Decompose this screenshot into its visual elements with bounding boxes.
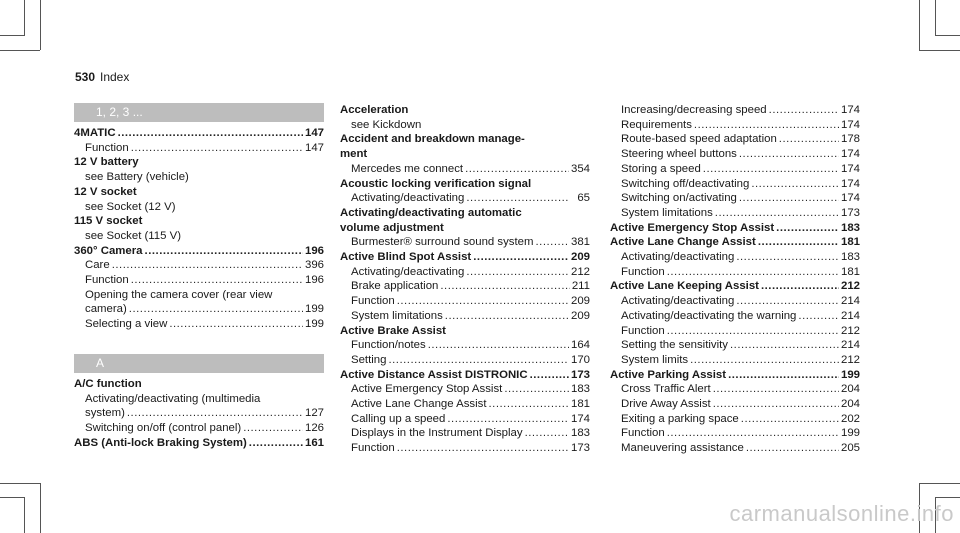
index-heading: 12 V battery <box>74 156 139 169</box>
index-entry <box>340 382 590 397</box>
crop-mark <box>40 0 41 50</box>
leader-dots <box>736 294 839 309</box>
page-reference: 126 <box>304 421 324 434</box>
crop-mark <box>935 35 960 36</box>
page-reference: 65 <box>577 192 590 205</box>
leader-dots <box>751 177 839 192</box>
crop-mark <box>24 0 25 36</box>
leader-dots <box>428 338 569 353</box>
leader-dots <box>131 141 303 156</box>
index-subentry: see Socket (12 V) <box>85 200 176 213</box>
leader-dots <box>112 258 303 273</box>
index-heading: 12 V socket <box>74 185 137 198</box>
index-entry <box>340 338 590 353</box>
watermark: carmanualsonline.info <box>729 501 954 526</box>
leader-dots <box>388 353 569 368</box>
entry-label: Maneuvering assistance <box>621 442 744 455</box>
leader-dots <box>730 338 839 353</box>
entry-label: Switching on/off (control panel) <box>85 421 242 434</box>
entry-label: Active Emergency Stop Assist <box>610 221 775 234</box>
index-entry <box>610 177 860 192</box>
page-reference: 161 <box>304 436 324 449</box>
page-reference: 196 <box>304 244 324 257</box>
leader-dots <box>440 279 569 294</box>
index-entry <box>340 279 590 294</box>
leader-dots <box>667 426 839 441</box>
index-block <box>74 126 324 332</box>
leader-dots <box>536 235 569 250</box>
crop-mark <box>0 50 40 51</box>
index-entry <box>610 353 860 368</box>
index-entry <box>340 426 590 441</box>
index-entry <box>74 126 324 141</box>
index-entry <box>74 317 324 332</box>
page-reference: 381 <box>570 236 590 249</box>
page-reference: 396 <box>304 259 324 272</box>
index-entry <box>74 436 324 451</box>
crop-mark <box>40 483 41 533</box>
page-reference: 214 <box>840 309 860 322</box>
index-heading: 115 V socket <box>74 215 143 228</box>
leader-dots <box>798 309 839 324</box>
leader-dots <box>466 265 569 280</box>
index-entry <box>340 250 590 265</box>
leader-dots <box>397 294 569 309</box>
entry-label: Brake application <box>351 280 439 293</box>
page-reference: 183 <box>570 383 590 396</box>
index-subentry: see Battery (vehicle) <box>85 171 189 184</box>
page-reference: 204 <box>840 398 860 411</box>
crop-mark <box>935 0 936 36</box>
index-entry <box>610 382 860 397</box>
leader-dots <box>667 265 839 280</box>
leader-dots <box>758 235 839 250</box>
leader-dots <box>525 426 569 441</box>
leader-dots <box>769 103 839 118</box>
section-bar-a: A <box>74 354 324 373</box>
index-entry <box>610 206 860 221</box>
index-entry <box>610 118 860 133</box>
entry-label: System limitations <box>621 206 713 219</box>
index-entry <box>74 421 324 436</box>
index-entry <box>610 309 860 324</box>
index-entry <box>610 426 860 441</box>
entry-label: Function <box>85 141 129 154</box>
page-reference: 214 <box>840 339 860 352</box>
entry-label: Function <box>351 295 395 308</box>
leader-dots <box>504 382 569 397</box>
leader-dots <box>466 191 570 206</box>
page-reference: 196 <box>304 274 324 287</box>
page-reference: 205 <box>840 442 860 455</box>
index-entry <box>610 338 860 353</box>
page-reference: 170 <box>570 353 590 366</box>
index-entry <box>74 273 324 288</box>
entry-label: Function <box>351 442 395 455</box>
index-entry <box>610 279 860 294</box>
entry-label: Switching on/activating <box>621 192 737 205</box>
index-entry <box>340 162 590 177</box>
page-reference: 174 <box>840 148 860 161</box>
leader-dots <box>739 191 839 206</box>
index-entry <box>610 265 860 280</box>
index-entry <box>610 221 860 236</box>
entry-label: Mercedes me connect <box>351 162 464 175</box>
leader-dots <box>690 353 839 368</box>
page-reference: 204 <box>840 383 860 396</box>
page-reference: 174 <box>840 192 860 205</box>
index-entry <box>340 191 590 206</box>
page-reference: 147 <box>304 141 324 154</box>
page-reference: 181 <box>840 265 860 278</box>
crop-mark <box>935 497 960 498</box>
entry-label: Active Blind Spot Assist <box>340 251 472 264</box>
entry-label: Displays in the Instrument Display <box>351 427 523 440</box>
crop-mark <box>0 35 25 36</box>
index-heading: Activating/deactivating automatic <box>340 206 522 219</box>
index-entry <box>340 353 590 368</box>
leader-dots <box>169 317 303 332</box>
index-entry <box>74 244 324 259</box>
page-reference: 211 <box>571 280 590 293</box>
index-entry <box>610 368 860 383</box>
entry-label: Function <box>621 324 665 337</box>
index-entry <box>340 412 590 427</box>
crop-mark <box>919 483 960 484</box>
index-entry <box>610 294 860 309</box>
leader-dots <box>489 397 569 412</box>
leader-dots <box>694 118 839 133</box>
page-reference: 174 <box>840 104 860 116</box>
index-heading: Accident and breakdown manage- <box>340 133 525 146</box>
index-column-2 <box>340 103 590 456</box>
index-block <box>74 377 324 451</box>
entry-label: Activating/deactivating <box>351 192 465 205</box>
entry-label: Drive Away Assist <box>621 398 711 411</box>
page-reference: 214 <box>840 295 860 308</box>
page-reference: 183 <box>570 427 590 440</box>
entry-label: Increasing/decreasing speed <box>621 104 767 116</box>
entry-label: Selecting a view <box>85 318 168 331</box>
index-entry <box>610 162 860 177</box>
crop-mark <box>24 497 25 533</box>
page-reference: 181 <box>570 398 590 411</box>
index-subentry: Activating/deactivating (multimedia <box>85 392 261 405</box>
leader-dots <box>127 406 303 421</box>
leader-dots <box>465 162 569 177</box>
index-entry <box>340 294 590 309</box>
page-number: 530 <box>75 70 96 84</box>
index-entry <box>610 250 860 265</box>
leader-dots <box>118 126 303 141</box>
leader-dots <box>473 250 569 265</box>
leader-dots <box>728 368 839 383</box>
page-reference: 173 <box>840 206 860 219</box>
index-entry <box>610 103 860 118</box>
entry-label: Function/notes <box>351 339 426 352</box>
entry-label: Activating/deactivating <box>621 295 735 308</box>
entry-label: Cross Traffic Alert <box>621 383 711 396</box>
index-entry <box>610 235 860 250</box>
page-reference: 178 <box>840 133 860 146</box>
leader-dots <box>530 368 569 383</box>
entry-label: Active Lane Keeping Assist <box>610 280 759 293</box>
page-reference: 147 <box>304 127 324 139</box>
leader-dots <box>129 302 303 317</box>
section-bar-numbers: 1, 2, 3 ... <box>74 103 324 122</box>
index-entry <box>74 141 324 156</box>
index-column-1 <box>74 103 324 450</box>
index-entry <box>610 412 860 427</box>
leader-dots <box>713 382 839 397</box>
index-heading: Active Brake Assist <box>340 324 446 337</box>
entry-label: Function <box>621 265 665 278</box>
entry-label: Storing a speed <box>621 162 701 175</box>
index-entry <box>74 258 324 273</box>
page-reference: 173 <box>570 442 590 455</box>
entry-label: Exiting a parking space <box>621 412 739 425</box>
leader-dots <box>736 250 839 265</box>
index-entry <box>610 191 860 206</box>
crop-mark <box>919 0 920 50</box>
page-reference: 199 <box>304 318 324 331</box>
leader-dots <box>397 441 569 456</box>
page-reference: 127 <box>304 407 324 420</box>
page-reference: 212 <box>840 353 860 366</box>
index-subentry: see Kickdown <box>351 118 422 131</box>
index-entry <box>340 265 590 280</box>
page-reference: 354 <box>570 162 590 175</box>
entry-label: 360° Camera <box>74 244 143 257</box>
entry-label: ABS (Anti-lock Braking System) <box>74 436 247 449</box>
index-heading: A/C function <box>74 377 142 390</box>
entry-label: Setting <box>351 353 387 366</box>
page-reference: 212 <box>840 324 860 337</box>
index-subentry: see Socket (115 V) <box>85 229 182 242</box>
leader-dots <box>761 279 839 294</box>
index-entry <box>340 368 590 383</box>
entry-label: Calling up a speed <box>351 412 446 425</box>
index-entry <box>340 309 590 324</box>
entry-label: 4MATIC <box>74 127 116 139</box>
page-reference: 173 <box>570 368 590 381</box>
leader-dots <box>249 436 303 451</box>
entry-label: Switching off/deactivating <box>621 177 750 190</box>
entry-label: Route-based speed adaptation <box>621 133 777 146</box>
entry-label: Activating/deactivating <box>621 251 735 264</box>
page-reference: 212 <box>840 280 860 293</box>
page-reference: 183 <box>840 221 860 234</box>
index-entry <box>74 302 324 317</box>
entry-label: Care <box>85 259 110 272</box>
index-entry <box>610 132 860 147</box>
index-entry <box>610 324 860 339</box>
leader-dots <box>447 412 569 427</box>
index-heading: Acoustic locking verification signal <box>340 177 532 190</box>
leader-dots <box>739 147 839 162</box>
index-heading: Acceleration <box>340 104 409 116</box>
page-reference: 209 <box>570 295 590 308</box>
page-reference: 183 <box>840 251 860 264</box>
leader-dots <box>741 412 839 427</box>
crop-mark <box>919 50 960 51</box>
entry-label: Active Parking Assist <box>610 368 727 381</box>
page-reference: 199 <box>840 368 860 381</box>
page-reference: 174 <box>840 162 860 175</box>
entry-label: Active Lane Change Assist <box>610 236 756 249</box>
leader-dots <box>145 244 303 259</box>
index-entry <box>610 147 860 162</box>
page-reference: 174 <box>840 177 860 190</box>
leader-dots <box>445 309 569 324</box>
index-entry <box>610 441 860 456</box>
leader-dots <box>776 221 839 236</box>
entry-label: System limitations <box>351 309 443 322</box>
entry-label: system) <box>85 407 125 420</box>
page-reference: 164 <box>570 339 590 352</box>
leader-dots <box>703 162 839 177</box>
page-reference: 209 <box>570 309 590 322</box>
leader-dots <box>746 441 839 456</box>
leader-dots <box>779 132 839 147</box>
leader-dots <box>667 324 839 339</box>
index-column-3 <box>610 103 860 456</box>
page-reference: 199 <box>840 427 860 440</box>
index-entry <box>340 397 590 412</box>
entry-label: Burmester® surround sound system <box>351 236 534 249</box>
page-reference: 181 <box>840 236 860 249</box>
page-reference: 174 <box>570 412 590 425</box>
running-head: Index <box>100 70 130 84</box>
entry-label: Setting the sensitivity <box>621 339 728 352</box>
leader-dots <box>243 421 303 436</box>
leader-dots <box>713 397 839 412</box>
page-reference: 174 <box>840 118 860 131</box>
entry-label: Requirements <box>621 118 692 131</box>
index-heading: ment <box>340 148 368 161</box>
page-reference: 199 <box>304 303 324 316</box>
crop-mark <box>0 483 40 484</box>
index-entry <box>340 235 590 250</box>
index-entry <box>610 397 860 412</box>
leader-dots <box>131 273 303 288</box>
entry-label: Activating/deactivating <box>351 265 465 278</box>
index-heading: volume adjustment <box>340 221 444 234</box>
entry-label: camera) <box>85 303 127 316</box>
entry-label: Active Emergency Stop Assist <box>351 383 503 396</box>
entry-label: Activating/deactivating the warning <box>621 309 797 322</box>
entry-label: Steering wheel buttons <box>621 148 737 161</box>
page-reference: 212 <box>570 265 590 278</box>
page-reference: 209 <box>570 251 590 264</box>
page-reference: 202 <box>840 412 860 425</box>
index-entry <box>340 441 590 456</box>
entry-label: Function <box>85 274 129 287</box>
index-subentry: Opening the camera cover (rear view <box>85 288 273 301</box>
entry-label: Active Lane Change Assist <box>351 398 487 411</box>
index-entry <box>74 406 324 421</box>
crop-mark <box>0 497 25 498</box>
entry-label: System limits <box>621 353 689 366</box>
entry-label: Function <box>621 427 665 440</box>
entry-label: Active Distance Assist DISTRONIC <box>340 368 528 381</box>
leader-dots <box>715 206 839 221</box>
